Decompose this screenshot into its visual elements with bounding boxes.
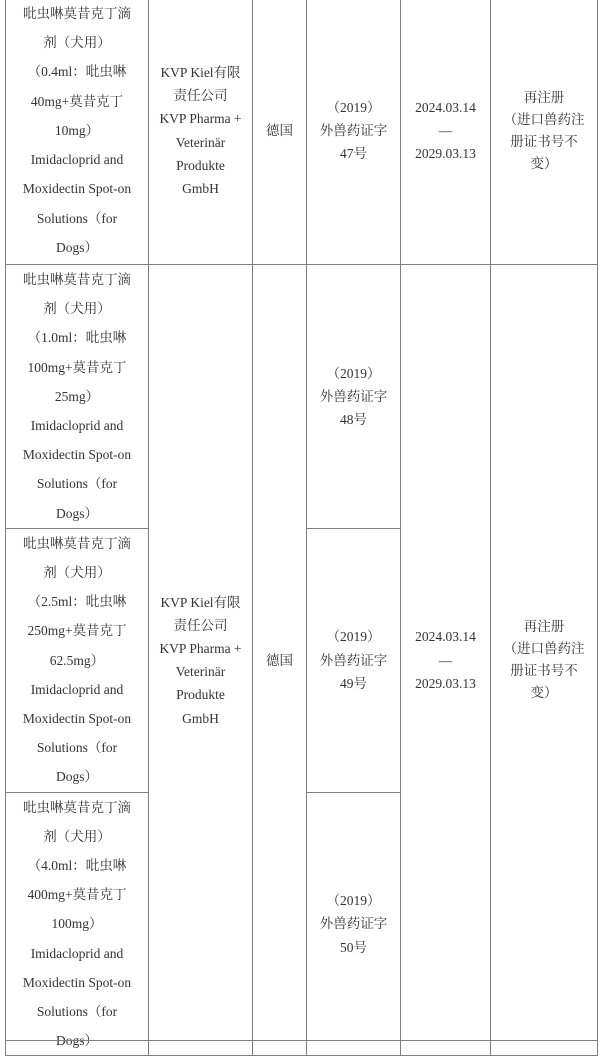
registration-number-line: 47号 [340, 146, 367, 162]
product-name-line: 62.5mg） [49, 652, 105, 668]
manufacturer-cell [149, 0, 253, 265]
registration-table [5, 0, 598, 1056]
product-name-line: 剂（犬用） [43, 828, 111, 844]
table-row [6, 265, 598, 529]
manufacturer-line: KVP Kiel有限 [160, 64, 241, 80]
registration-number-line: 50号 [340, 939, 367, 955]
manufacturer-line: GmbH [182, 710, 219, 726]
product-name-line: （4.0ml：吡虫啉 [27, 858, 127, 874]
product-name-line: Moxidectin Spot-on [22, 974, 132, 990]
remark-line: （进口兽药注 [503, 641, 585, 657]
product-name-line: （0.4ml：吡虫啉 [27, 64, 127, 80]
table-row [6, 0, 598, 265]
product-name-line: 吡虫啉莫昔克丁滴 [23, 799, 131, 815]
product-name-line: 100mg） [51, 916, 103, 932]
registration-number-line: （2019） [326, 893, 381, 909]
manufacturer-line: Veterinär [175, 134, 226, 150]
product-name-line: Moxidectin Spot-on [22, 447, 132, 463]
product-name-line: Imidacloprid and [30, 418, 124, 434]
product-name-line: Moxidectin Spot-on [22, 181, 132, 197]
remark-cell [491, 265, 598, 1056]
remark-line: 册证书号不 [510, 663, 578, 679]
product-name-line: 25mg） [54, 388, 100, 404]
validity-line: 2024.03.14 [415, 629, 476, 645]
validity-period-cell [401, 265, 491, 1056]
product-name-line: （2.5ml：吡虫啉 [27, 594, 127, 610]
product-name-line: Dogs） [55, 505, 98, 521]
product-name-cell [6, 792, 149, 1056]
registration-number-line: 外兽药证字 [319, 916, 388, 932]
product-name-line: 100mg+莫昔克丁 [27, 359, 127, 375]
product-name-line: Imidacloprid and [30, 945, 124, 961]
registration-number-cell [307, 0, 401, 265]
validity-line: — [438, 122, 453, 138]
validity-line: 2024.03.14 [415, 99, 476, 115]
product-name-cell [6, 265, 149, 529]
validity-line: 2029.03.13 [415, 675, 476, 691]
product-name-line: 400mg+莫昔克丁 [27, 887, 127, 903]
validity-period-cell [401, 0, 491, 265]
registration-number-line: 49号 [340, 675, 367, 691]
registration-number-line: 外兽药证字 [319, 388, 388, 404]
registration-number-line: 48号 [340, 412, 367, 428]
product-name-cell [6, 0, 149, 265]
manufacturer-line: KVP Kiel有限 [160, 594, 241, 610]
remark-line: 册证书号不 [510, 133, 578, 149]
registration-number-cell [307, 792, 401, 1056]
product-name-line: 剂（犬用） [43, 301, 111, 317]
product-name-line: 10mg） [54, 122, 100, 138]
registration-number-line: （2019） [326, 99, 381, 115]
product-name-line: Dogs） [55, 769, 98, 785]
validity-line: — [438, 652, 453, 668]
product-name-line: （1.0ml：吡虫啉 [27, 330, 127, 346]
product-name-line: 吡虫啉莫昔克丁滴 [23, 535, 131, 551]
remark-line: （进口兽药注 [503, 111, 585, 127]
manufacturer-line: Produkte [176, 687, 225, 703]
manufacturer-cell [149, 265, 253, 1056]
manufacturer-line: 责任公司 [173, 617, 228, 633]
product-name-line: Solutions（for [36, 476, 118, 492]
remark-line: 再注册 [523, 619, 565, 635]
manufacturer-line: 责任公司 [173, 88, 228, 104]
table-bottom-border [5, 1040, 597, 1041]
product-name-line: Solutions（for [36, 210, 118, 226]
product-name-line: 剂（犬用） [43, 35, 111, 51]
registration-number-line: （2019） [326, 365, 381, 381]
product-name-line: 吡虫啉莫昔克丁滴 [23, 6, 131, 22]
product-name-cell [6, 528, 149, 792]
manufacturer-line: GmbH [182, 180, 219, 196]
product-name-line: Dogs） [55, 239, 98, 255]
remark-line: 再注册 [523, 89, 565, 105]
product-name-line: Dogs） [55, 1033, 98, 1049]
remark-line: 变） [530, 685, 558, 701]
manufacturer-line: KVP Pharma + [159, 641, 242, 657]
product-name-line: Imidacloprid and [30, 152, 124, 168]
country-text: 德国 [266, 652, 293, 668]
country-cell [253, 0, 307, 265]
product-name-line: Moxidectin Spot-on [22, 711, 132, 727]
product-name-line: 40mg+莫昔克丁 [30, 93, 124, 109]
country-text: 德国 [266, 123, 293, 138]
registration-number-cell [307, 528, 401, 792]
manufacturer-line: KVP Pharma + [159, 111, 242, 127]
product-name-line: 250mg+莫昔克丁 [27, 623, 127, 639]
manufacturer-line: Veterinär [175, 664, 226, 680]
product-name-line: Solutions（for [36, 740, 118, 756]
registration-number-line: （2019） [326, 629, 381, 645]
product-name-line: Solutions（for [36, 1004, 118, 1020]
registration-number-cell [307, 265, 401, 529]
validity-line: 2029.03.13 [415, 146, 476, 162]
remark-line: 变） [530, 155, 558, 171]
registration-number-line: 外兽药证字 [319, 652, 388, 668]
product-name-line: 吡虫啉莫昔克丁滴 [23, 272, 131, 287]
registration-number-line: 外兽药证字 [319, 122, 388, 138]
product-name-line: Imidacloprid and [30, 681, 124, 697]
manufacturer-line: Produkte [176, 157, 225, 173]
country-cell [253, 265, 307, 1056]
product-name-line: 剂（犬用） [43, 565, 111, 581]
remark-cell [491, 0, 598, 265]
